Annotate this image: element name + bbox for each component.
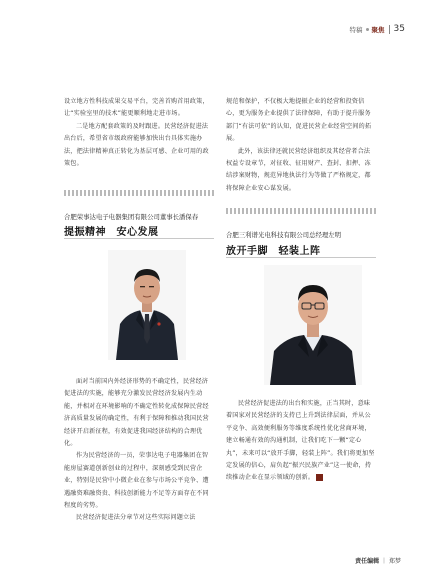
headline-rule-right [226,257,376,258]
separator-dot-icon [366,28,369,31]
column-label: 聚焦 [371,25,385,34]
article-headline-right: 放开手脚 轻装上阵 [226,246,321,257]
article-headline-left: 提振精神 安心发展 [64,227,159,238]
section-label: 特稿 [349,25,363,34]
header-divider [389,25,390,34]
interviewee-company-left: 合肥荣事达电子电器集团有限公司董事长潘保春 [64,213,199,221]
article-body-left [64,376,214,525]
paragraph: 此外，该法律还就民营经济组织及其经营者合法权益专设章节，对征收、征用财产、查封、扣押、冻结涉案财物，规范异地执法行为等做了严格规定，都将保障企业安心谋发展。 [226,147,371,192]
page-header [350,22,405,36]
paragraph [226,398,376,485]
headline-rule-left [64,238,214,239]
paragraph: 面对当前国内外经济形势的不确定性，民营经济促进法的实施，能够充分激发民营经济发展内生动能，并相对在环境影响的不确定性转化成保障民营经济高质量发展的确定性，有利于保障和推动我国民营经济开启新征程，有效促进我国经济结构的合理优化。 [64,378,209,448]
interviewee-company-right: 合肥三利谱光电科技有限公司总经理左明 [226,231,342,239]
right-continuation-text [226,96,376,195]
editor-credit [355,556,401,565]
portrait-man-glasses-image [264,265,362,385]
section-divider-left [64,190,214,196]
paragraph-text: 民营经济促进法的出台和实施，正当其时，意味着国家对民营经济的支持已上升到法律层面，并从公平竞争、高效便利服务等维度系统性优化营商环境，建立畅通有效的沟通机制，让我们吃下一颗“定心丸”，未来可以“放开手脚，轻装上阵”。我们将更加坚定发展的信心，肩负起“振兴民族产业”这一使命，持续推动企业在显示领域的创新。 [226,400,375,482]
editor-label: 责任编辑 [355,558,380,565]
editor-name: 郑梦 [388,558,401,565]
paragraph: 民营经济促进法分章节对这些实际问题立法 [76,514,196,522]
portrait-photo-right [264,265,362,385]
section-divider-right [226,208,376,214]
article-body-right [226,398,376,485]
editor-separator: ｜ [381,558,388,565]
paragraph: 作为民营经济的一员，荣事达电子电器集团在智能房屋赛道创新创业的过程中，深刻感受到民营企业，特别是民营中小微企业在参与市场公平竞争、遭遇融资难融资贵、科技创新能力不足等方面存在不同程度的劣势。 [64,452,209,510]
left-continuation-text [64,96,214,170]
paragraph: 设立地方性科技成果交易平台，完善首购首用政策，让“实验室里的技术”能更顺利地走进市场。 [64,98,209,118]
article-end-mark-icon [316,474,323,481]
page-number: 35 [393,24,405,34]
paragraph: 二是地方配套政策的及时跟进。民营经济促进法出台后，希望省市级政府能够加快出台具体实施办法，把法律精神真正转化为基层可感、企业可用的政策包。 [64,122,209,168]
portrait-photo-left [108,250,186,360]
paragraph: 规范和保护，不仅极大地提振企业的经营和投资信心，更为服务企业提供了法律保障，有助于提升服务部门“有法可依”的认知，促进民营企业经营空间的拓展。 [226,98,372,143]
portrait-man-suit-image [108,250,186,360]
